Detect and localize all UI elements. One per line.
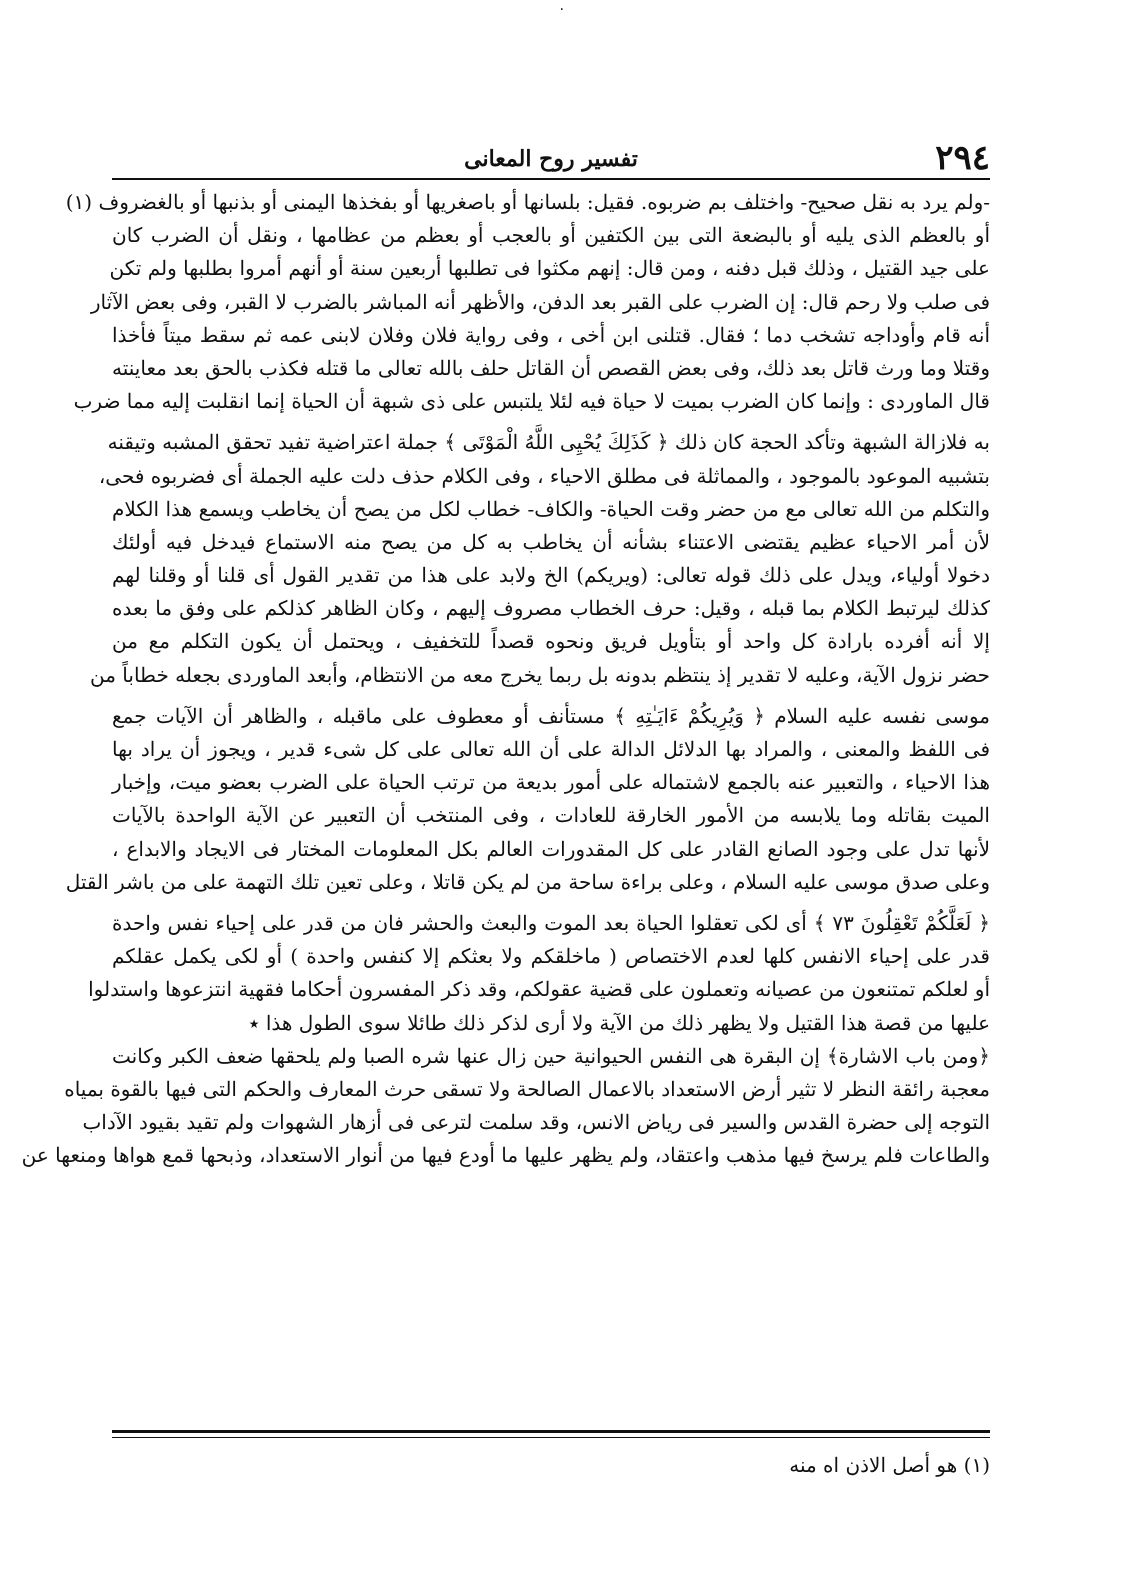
text-line: وقتلا وما ورث قاتل بعد ذلك، وفى بعض القصص أن القاتل حلف بالله تعالى ما قتله فكذب بالحق بعد معاينته: [112, 355, 990, 380]
text-line: حضر نزول الآية، وعليه لا تقدير إذ ينتظم بدونه بل ربما يخرج معه من الانتظام، وأبعد الماوردى بجعله خطاباً من: [90, 662, 990, 687]
text-line: عليها من قصة هذا القتيل ولا يظهر ذلك من الآية ولا أرى لذكر ذلك طائلا سوى الطول هذا ٭: [248, 1010, 990, 1035]
text-line: ﴿ لَعَلَّكُمْ تَعْقِلُونَ ٧٣ ﴾ أى لكى تعقلوا الحياة بعد الموت والبعث والحشر فان من قدر على إحياء نفس واحدة: [112, 910, 990, 935]
text-line: -ولم يرد به نقل صحيح- واختلف بم ضربوه. فقيل: بلسانها أو باصغريها أو بفخذها اليمنى أو بذنبها أو بالغضروف (١): [65, 190, 990, 214]
footnote: (١) هو أصل الاذن اه منه: [789, 1453, 990, 1477]
text-line: إلا أنه أفرده بارادة كل واحد أو بتأويل فريق ونحوه قصداً للتخفيف ، ويحتمل أن يكون التكلم مع من: [112, 629, 990, 654]
text-line: التوجه إلى حضرة القدس والسير فى رياض الانس، وقد سلمت لترعى فى أزهار الشهوات ولم تقيد بقيود الآداب: [82, 1110, 990, 1135]
text-line: على جيد القتيل ، وذلك قبل دفنه ، ومن قال: إنهم مكثوا فى تطلبها أربعين سنة أو أنهم أمروا بطلبها ولم تكن: [109, 256, 990, 281]
footnote-divider-thin: [112, 1437, 990, 1438]
text-line: فى اللفظ والمعنى ، والمراد بها الدلائل الدالة على أن الله تعالى على كل شىء قدير ، ويجوز أن يراد بها: [112, 737, 991, 761]
text-line: معجبة رائقة النظر لا تثير أرض الاستعداد بالاعمال الصالحة ولا تسقى حرث المعارف والحكم التى فيها بالقوة بمياه: [64, 1076, 990, 1101]
text-line: ﴿ومن باب الاشارة﴾ إن البقرة هى النفس الحيوانية حين زال عنها شره الصبا ولم يلحقها ضعف الكبر وكانت: [112, 1043, 990, 1068]
text-line: لأن أمر الاحياء عظيم يقتضى الاعتناء بشأنه أن يخاطب به كل من يصح منه الاستماع فيدخل فيه أولئك: [112, 529, 990, 554]
text-line: موسى نفسه عليه السلام ﴿ وَيُرِيكُمْ ءَايَـٰتِهِ ﴾ مستأنف أو معطوف على ماقبله ، والظاهر أن الآيات جمع: [112, 703, 990, 728]
text-line: قدر على إحياء الانفس كلها لعدم الاختصاص ( ماخلقكم ولا بعثكم إلا كنفس واحدة ) أو لكى يكمل عقلكم: [112, 944, 990, 969]
page-header: [112, 138, 990, 182]
main-text: [21, 186, 991, 1172]
text-line: أنه قام وأوداجه تشخب دما ؛ فقال. قتلنى ابن أخى ، وفى رواية فلان وفلان لابنى عمه ثم سقط ميتاً فأخذا: [112, 322, 991, 347]
footnote-divider-thick: [112, 1430, 990, 1433]
verse-gap: [112, 418, 990, 426]
text-line: كذلك ليرتبط الكلام بما قبله ، وقيل: حرف الخطاب مصروف إليهم ، وكان الظاهر كذلكم على وفق ما بعده: [112, 596, 991, 621]
header-divider: [112, 178, 990, 180]
text-line: بتشبيه الموعود بالموجود ، والمماثلة فى مطلق الاحياء ، وفى الكلام حذف دلت عليه الجملة أى فضربوه فحى،: [98, 463, 990, 488]
text-line: به فلازالة الشبهة وتأكد الحجة كان ذلك ﴿ كَذَلِكَ يُحْيِى اللَّهُ الْمَوْتَى ﴾ جملة اعتراضية تفيد تحقق المشبه وتيقنه: [107, 430, 990, 455]
text-line: قال الماوردى : وإنما كان الضرب بميت لا حياة فيه لئلا يلتبس على ذى شبهة أن الحياة إنما انقلبت إليه مما ضرب: [73, 389, 990, 414]
text-line: والطاعات فلم يرسخ فيها مذهب واعتقاد، ولم يظهر عليها ما أودع فيها من أنوار الاستعداد، وذبحها قمع هواها ومنعها عن: [21, 1143, 990, 1168]
text-line: دخولا أولياء، ويدل على ذلك قوله تعالى: (ويريكم) الخ ولابد على هذا من تقدير القول أى قلنا أو وقلنا لهم: [112, 563, 990, 588]
text-line: لأنها تدل على وجود الصانع القادر على كل المقدورات العالم بكل المعلومات المختار فى الايجاد والابداع ،: [112, 836, 990, 861]
text-line: أو بالعظم الذى يليه أو بالبضعة التى بين الكتفين أو بالعجب أو بعظم من عظامها ، ونقل أن الضرب كان: [112, 223, 990, 248]
text-line: الميت بقاتله وما يلابسه من الأمور الخارقة للعادات ، وفى المنتخب أن التعبير عن الآية الواحدة بالآيات: [112, 803, 990, 828]
verse-gap: [112, 692, 990, 700]
text-line: فى صلب ولا رحم قال: إن الضرب على القبر بعد الدفن، والأظهر أنه المباشر بالضرب لا القبر، وفى بعض الآثار: [90, 289, 990, 314]
running-title: تفسير روح المعانى: [464, 146, 638, 172]
text-line: وعلى صدق موسى عليه السلام ، وعلى براءة ساحة من لم يكن قاتلا ، وعلى تعين تلك التهمة على من باشر القتل: [65, 869, 990, 894]
text-line: هذا الاحياء ، والتعبير عنه بالجمع لاشتماله على أمور بديعة من ترتب الحياة على الضرب بعضو ميت، وإخبار: [112, 770, 990, 795]
top-mark: ٠: [558, 1, 566, 17]
text-line: أو لعلكم تمتنعون من عصيانه وتعملون على قضية عقولكم، وقد ذكر المفسرون أحكاما فقهية انتزعوها واستدلوا: [88, 977, 990, 1002]
verse-gap: [112, 899, 990, 907]
text-line: والتكلم من الله تعالى مع من حضر وقت الحياة- والكاف- خطاب لكل من يصح أن يخاطب ويسمع هذا الكلام: [112, 496, 990, 521]
page-number: ٢٩٤: [935, 138, 990, 178]
